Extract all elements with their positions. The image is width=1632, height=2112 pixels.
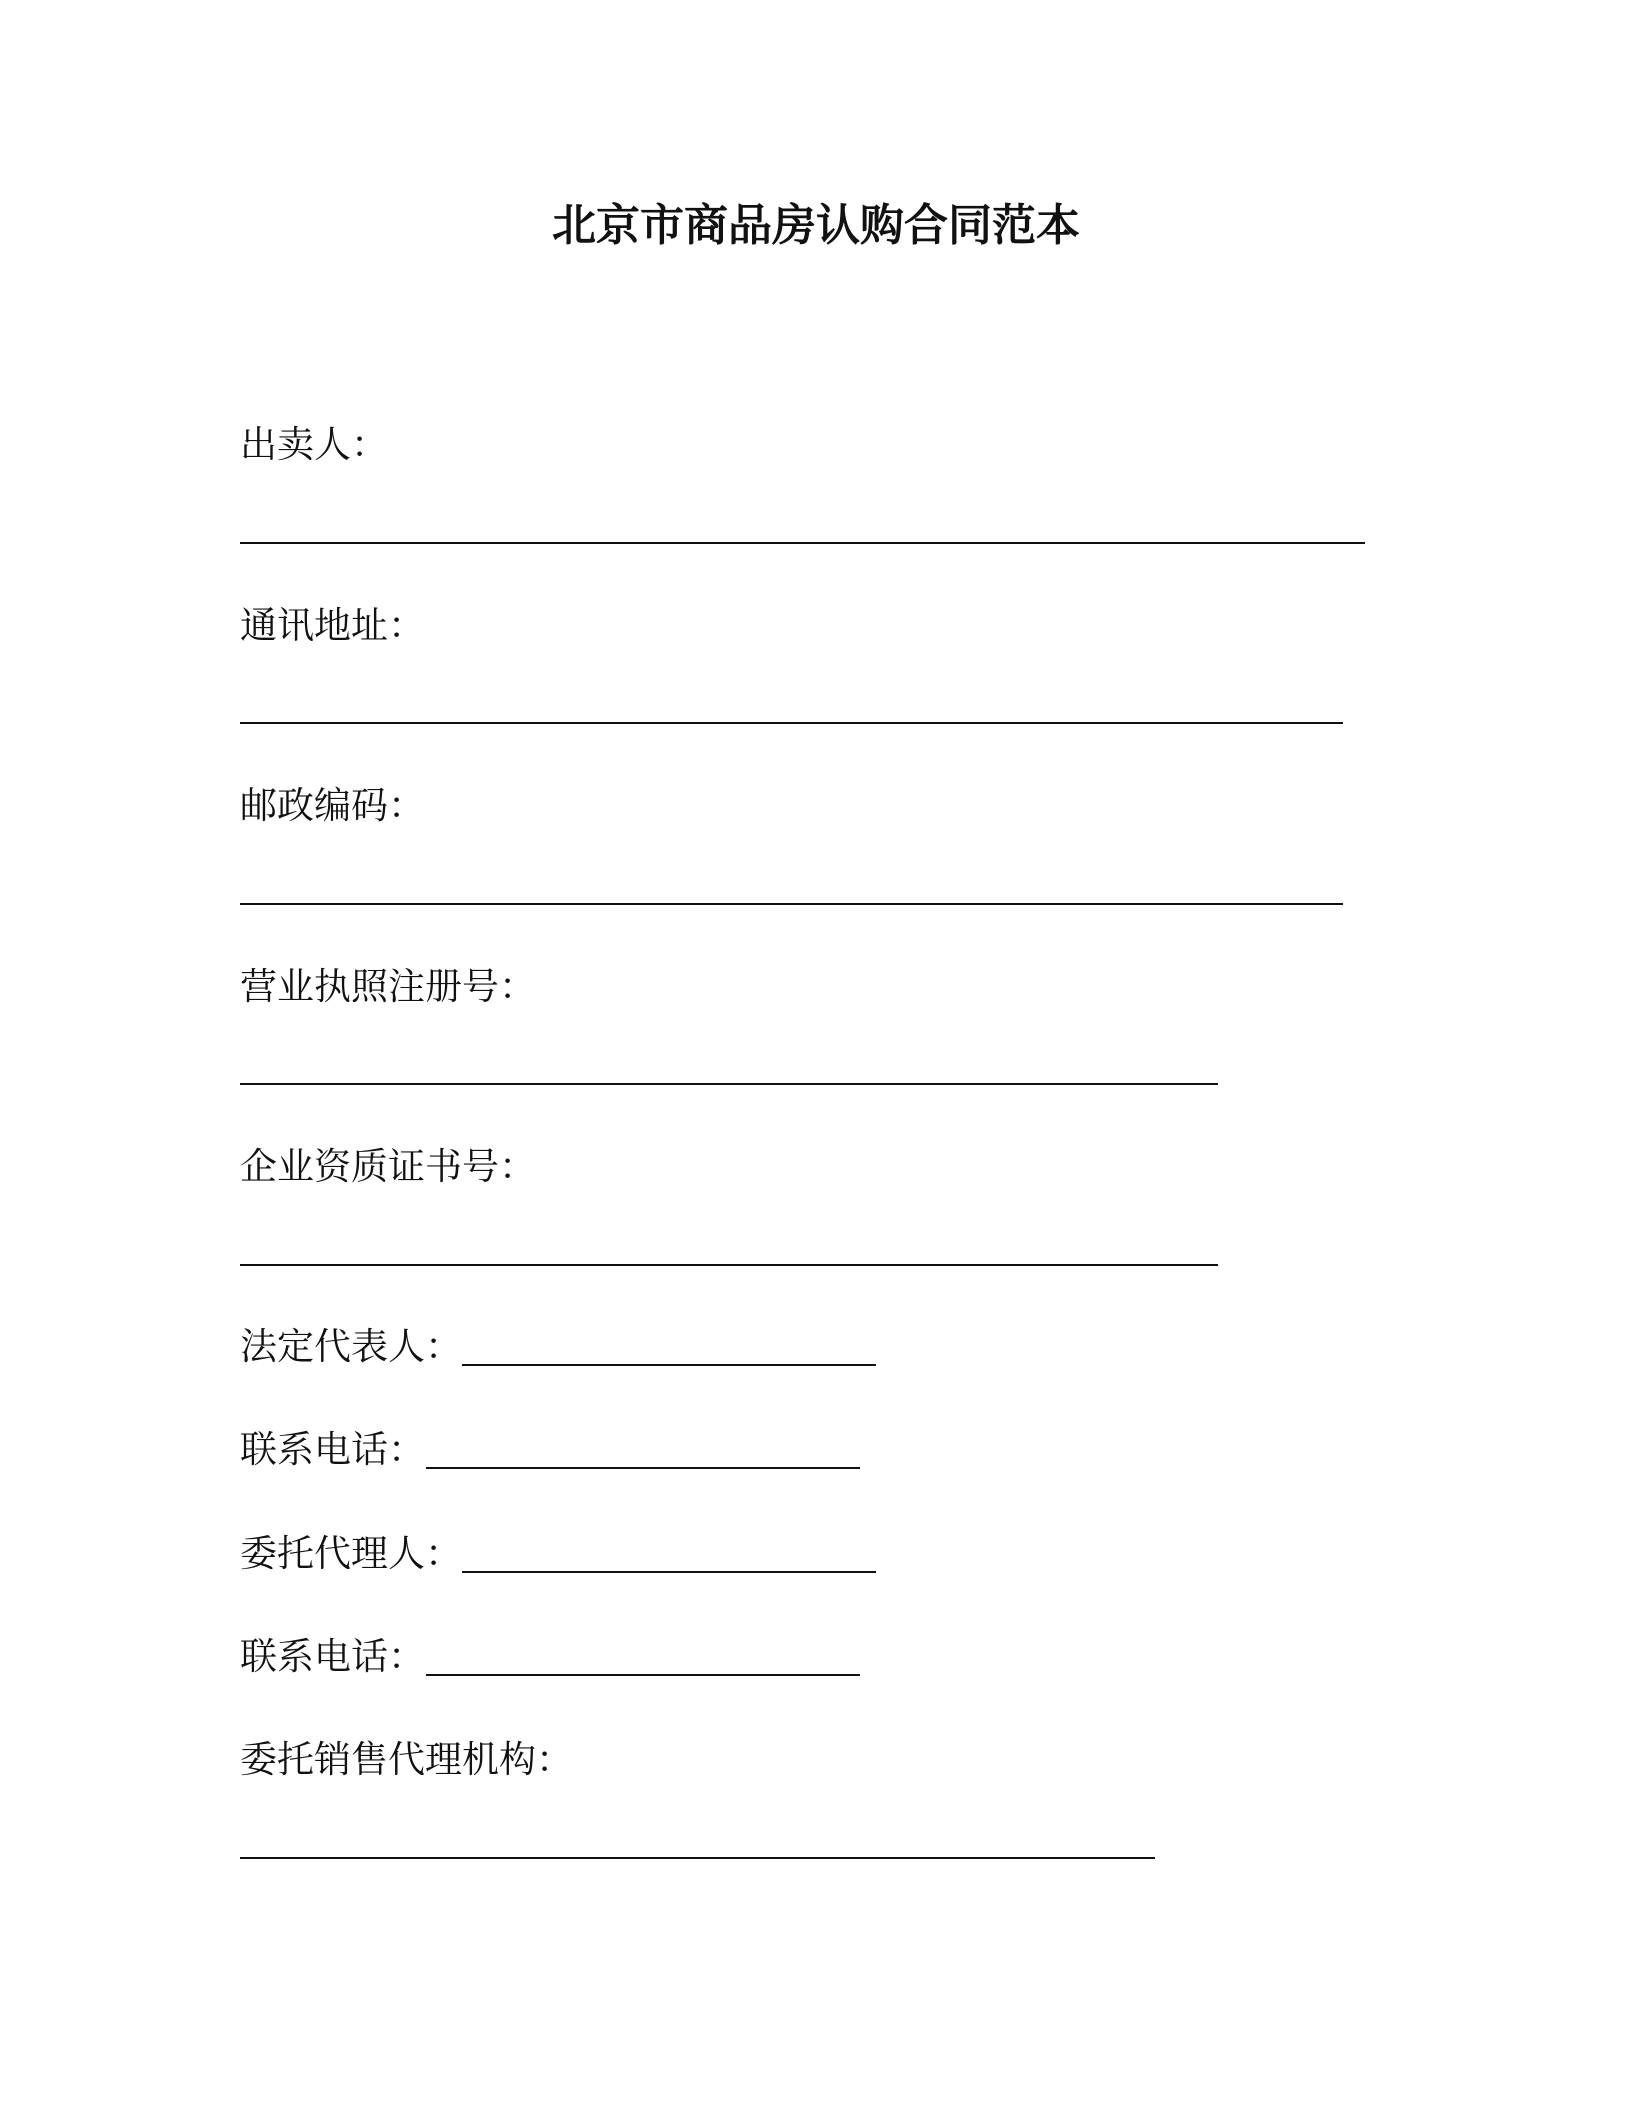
qualification-cert-label: 企业资质证书号： <box>240 1145 536 1188</box>
legal-rep-label: 法定代表人： <box>240 1325 462 1368</box>
seller-blank[interactable] <box>240 542 1365 544</box>
sales-agency-blank[interactable] <box>240 1857 1155 1859</box>
sales-agency-label: 委托销售代理机构： <box>240 1738 573 1781</box>
phone-2-blank[interactable] <box>426 1674 860 1676</box>
business-license-blank[interactable] <box>240 1083 1218 1085</box>
address-blank[interactable] <box>240 722 1343 724</box>
phone-1-blank[interactable] <box>426 1467 860 1469</box>
postal-code-label: 邮政编码： <box>240 784 425 827</box>
address-label: 通讯地址： <box>240 604 425 647</box>
page-title: 北京市商品房认购合同范本 <box>552 200 1080 251</box>
phone-1-label: 联系电话： <box>240 1428 425 1471</box>
agent-blank[interactable] <box>462 1571 876 1573</box>
qualification-cert-blank[interactable] <box>240 1264 1218 1266</box>
agent-label: 委托代理人： <box>240 1532 462 1575</box>
phone-2-label: 联系电话： <box>240 1635 425 1678</box>
seller-label: 出卖人： <box>240 423 388 466</box>
postal-code-blank[interactable] <box>240 903 1343 905</box>
legal-rep-blank[interactable] <box>462 1364 876 1366</box>
business-license-label: 营业执照注册号： <box>240 965 536 1008</box>
